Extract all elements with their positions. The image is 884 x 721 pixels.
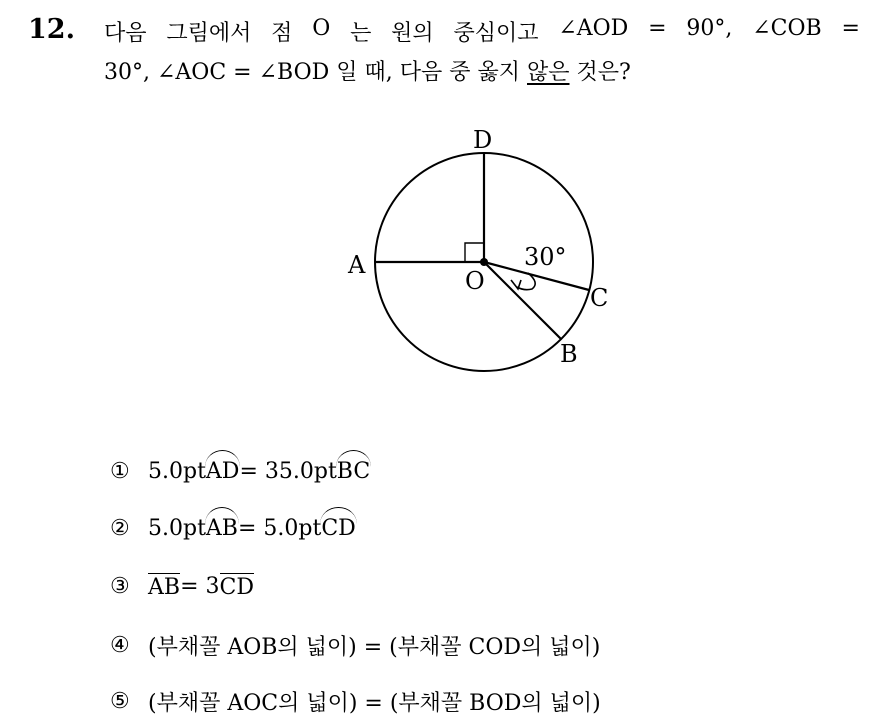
question-underlined-word: 않은: [527, 60, 570, 85]
choice-text: 5.0pt: [148, 459, 206, 484]
question-word: 는: [350, 21, 372, 46]
choice-number: ④: [110, 633, 130, 658]
label-A: A: [348, 251, 366, 279]
question-word: 90°,: [686, 16, 733, 41]
question-word: O: [312, 16, 331, 41]
right-angle-mark: [465, 243, 484, 262]
label-B: B: [560, 340, 578, 368]
question-word: ∠COB: [752, 16, 822, 41]
question-word: 다음: [104, 21, 147, 46]
choice-number: ②: [110, 516, 130, 541]
question-word: 중심이고: [453, 21, 539, 46]
center-point: [480, 258, 488, 266]
choice-number: ③: [110, 574, 130, 599]
choice-2[interactable]: [110, 516, 356, 541]
segment-AB: AB: [148, 575, 181, 600]
choice-3[interactable]: [110, 573, 254, 600]
choice-number: ①: [110, 459, 130, 484]
label-D: D: [473, 126, 493, 154]
label-C: C: [590, 284, 609, 312]
choice-text: = 5.0pt: [237, 516, 322, 541]
label-angle-30: 30°: [524, 243, 567, 271]
question-word: 점: [271, 21, 293, 46]
arc-CD: CD: [321, 516, 356, 541]
question-word: ∠AOD: [558, 16, 629, 41]
arc-AB: AB: [205, 516, 238, 541]
choice-number: ⑤: [110, 689, 130, 714]
radius-OB: [484, 262, 561, 339]
arc-AD: AD: [205, 459, 240, 484]
question-word: =: [648, 16, 667, 41]
arc-BC: BC: [336, 459, 371, 484]
choice-1[interactable]: [110, 459, 370, 484]
choice-text: = 35.0pt: [239, 459, 337, 484]
question-text-pre: 30°, ∠AOC = ∠BOD 일 때, 다음 중 옳지: [104, 60, 527, 85]
choice-text: 5.0pt: [148, 516, 206, 541]
question-text-post: 것은?: [569, 60, 631, 85]
choice-4[interactable]: [110, 630, 600, 661]
question-word: 그림에서: [166, 21, 252, 46]
question-word: 원의: [391, 21, 434, 46]
choice-text: (부채꼴 AOC의 넓이) = (부채꼴 BOD의 넓이): [148, 691, 601, 716]
choice-text: (부채꼴 AOB의 넓이) = (부채꼴 COD의 넓이): [148, 635, 601, 660]
question-word: =: [841, 16, 860, 41]
question-number: 12.: [28, 14, 75, 45]
choice-5[interactable]: [110, 686, 601, 717]
segment-CD: CD: [219, 575, 254, 600]
label-O: O: [465, 267, 485, 295]
choice-text: = 3: [180, 574, 220, 599]
